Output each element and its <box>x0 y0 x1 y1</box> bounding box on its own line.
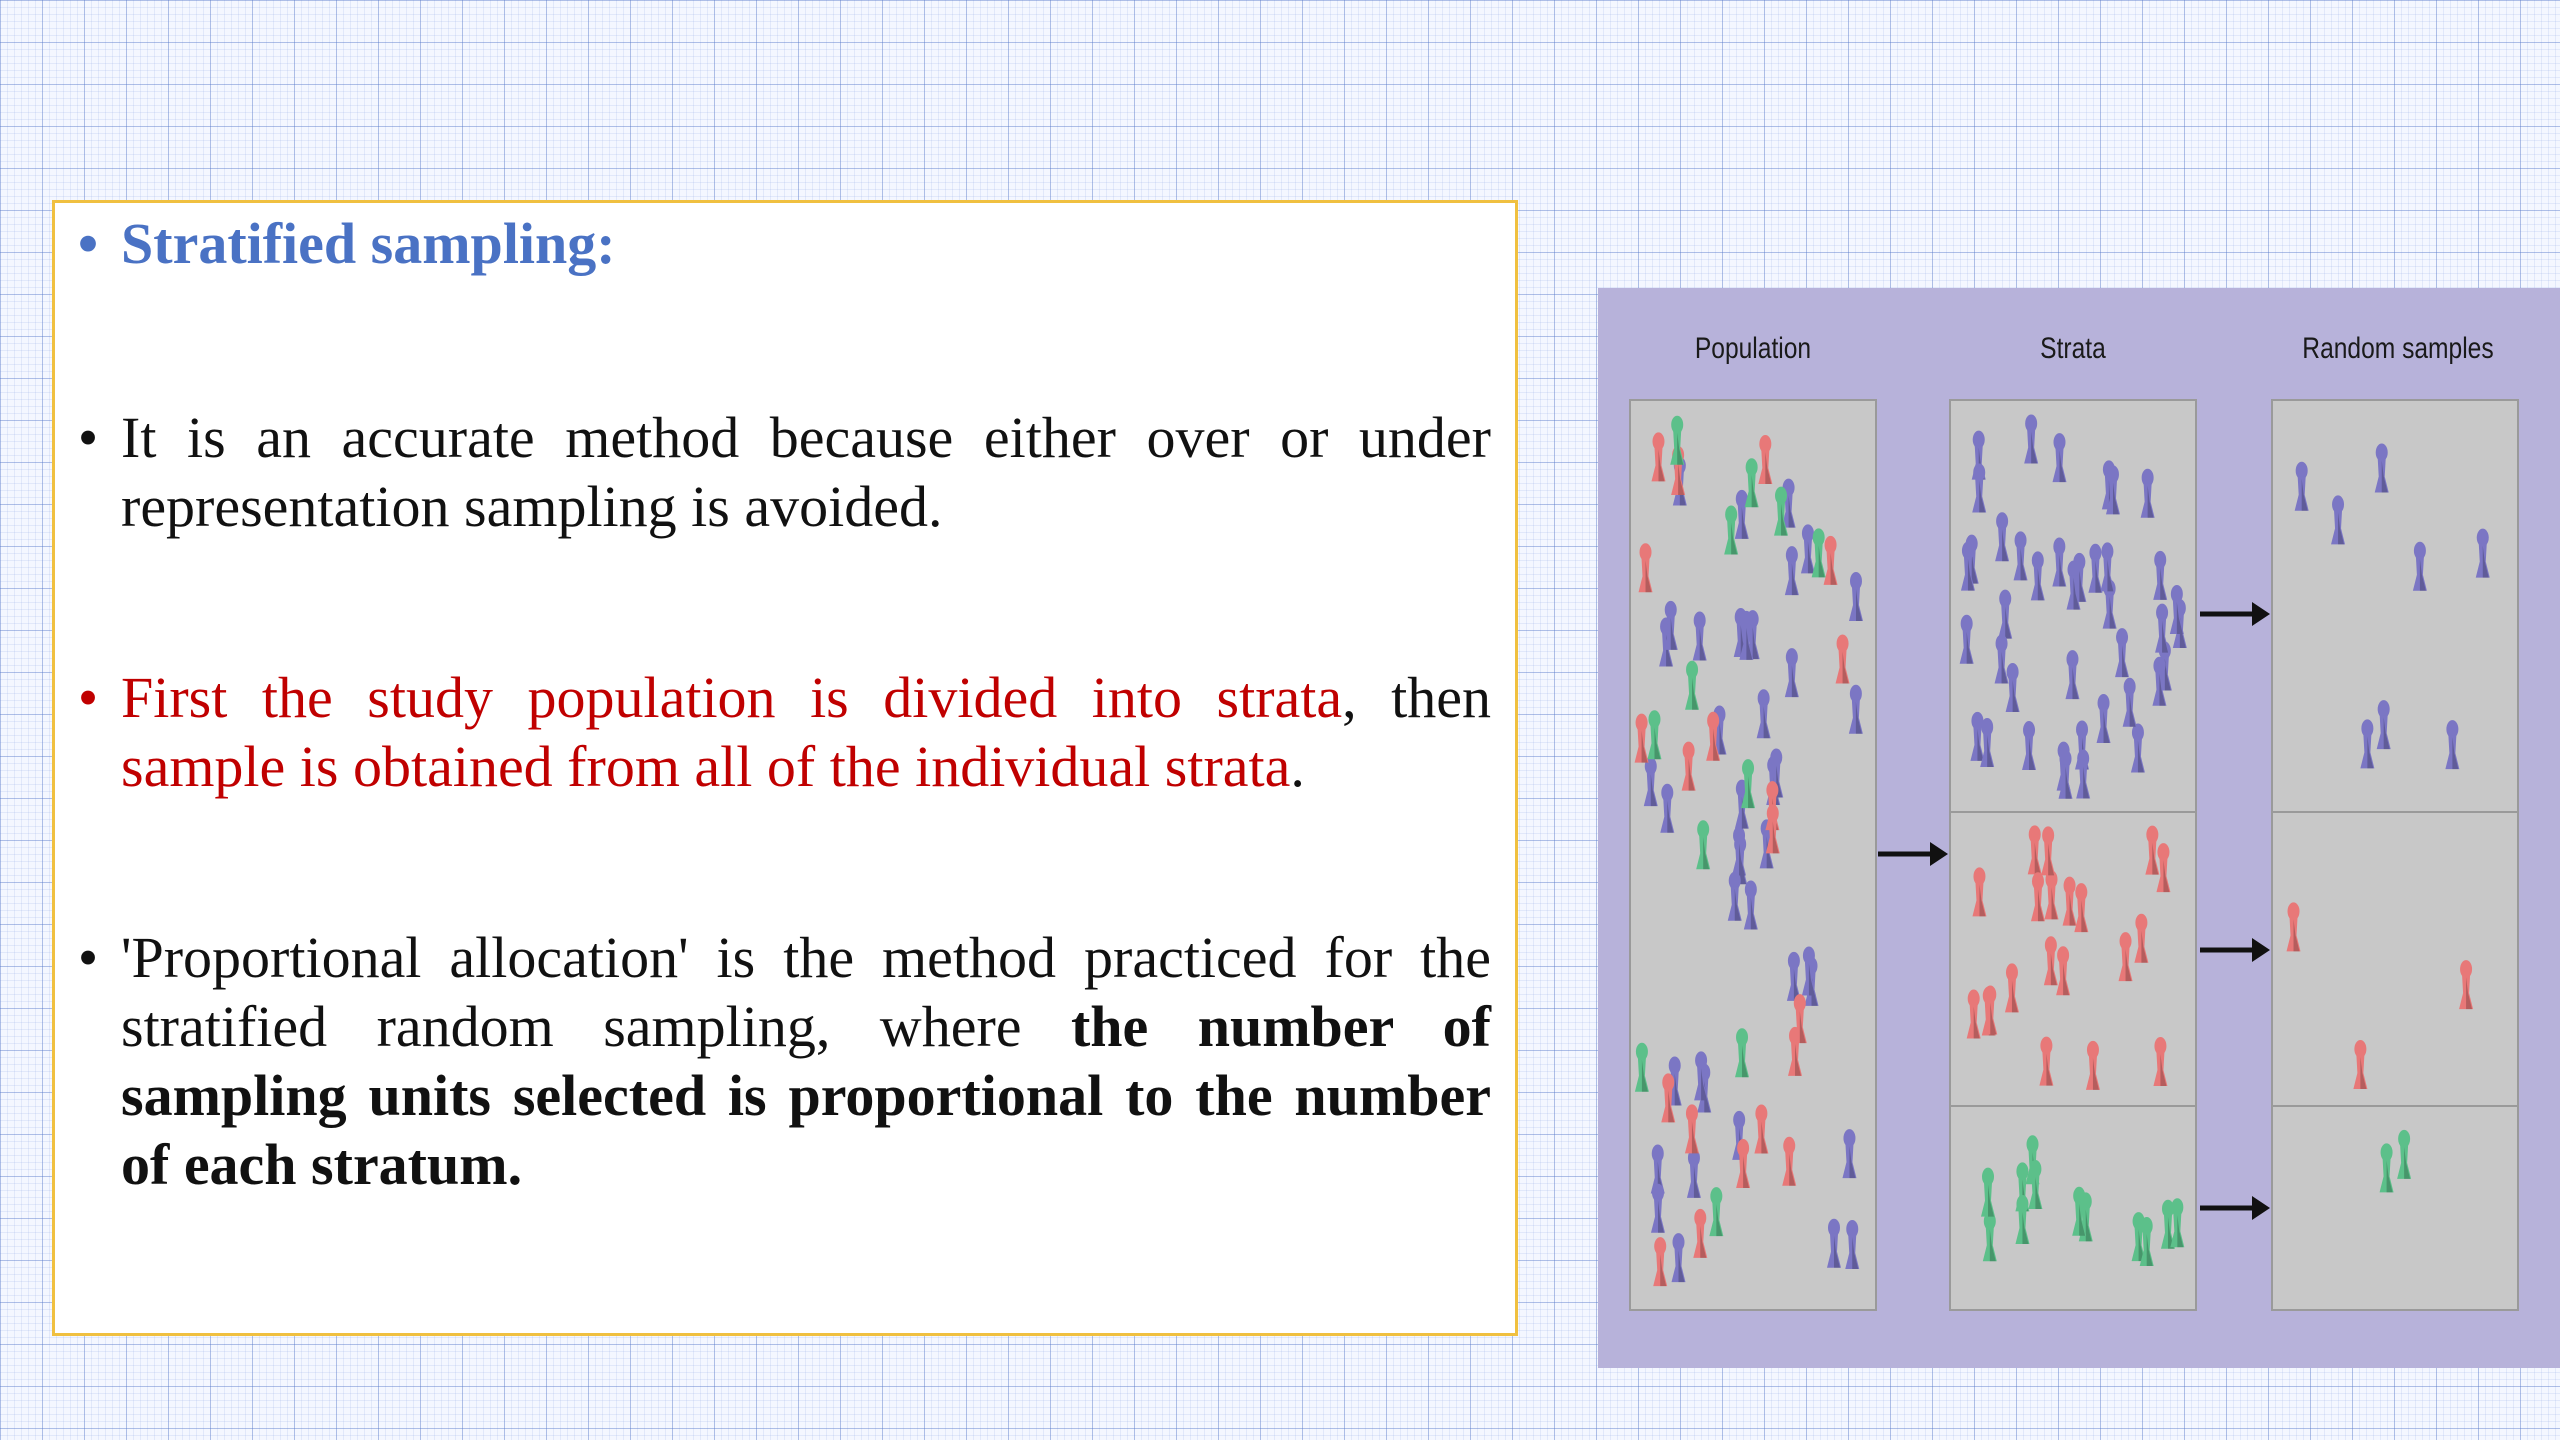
point-red-text-2: sample is obtained from all of the individual strata <box>121 734 1291 799</box>
random-samples-label: Random samples <box>2302 330 2494 365</box>
point-proportional-allocation <box>77 923 1491 1199</box>
point-accurate-method <box>77 403 1491 541</box>
figure-canvas <box>1598 288 2560 1368</box>
point-text: It is an accurate method because either over or under representation sampling is avoided. <box>121 405 1491 539</box>
point-black-text-2: . <box>1290 734 1305 799</box>
point-normal-text: 'Proportional allocation' is the method practiced for the stratified random sampling, where <box>121 925 1491 1059</box>
population-box <box>1630 400 1876 1310</box>
bullet-dot: • <box>77 211 99 276</box>
point-red-text-1: First the study population is divided into strata <box>121 665 1343 730</box>
population-label: Population <box>1694 330 1812 365</box>
heading-bullet <box>77 209 1491 278</box>
bullet-dot: • <box>77 405 99 470</box>
point-bold-text: the number of sampling units selected is proportional to the number of each stratum. <box>121 994 1491 1197</box>
point-division-into-strata <box>77 663 1491 801</box>
samples-box-purple <box>2272 400 2518 812</box>
text-content-box <box>52 200 1518 1336</box>
slide-heading: Stratified sampling: <box>121 211 616 276</box>
stratified-sampling-figure <box>1598 288 2560 1368</box>
point-black-text-1: , then <box>1342 665 1491 730</box>
samples-box-red <box>2272 812 2518 1106</box>
samples-box-green <box>2272 1106 2518 1310</box>
strata-label: Strata <box>2040 330 2106 365</box>
bullet-dot: • <box>77 665 99 730</box>
bullet-dot: • <box>77 925 99 990</box>
